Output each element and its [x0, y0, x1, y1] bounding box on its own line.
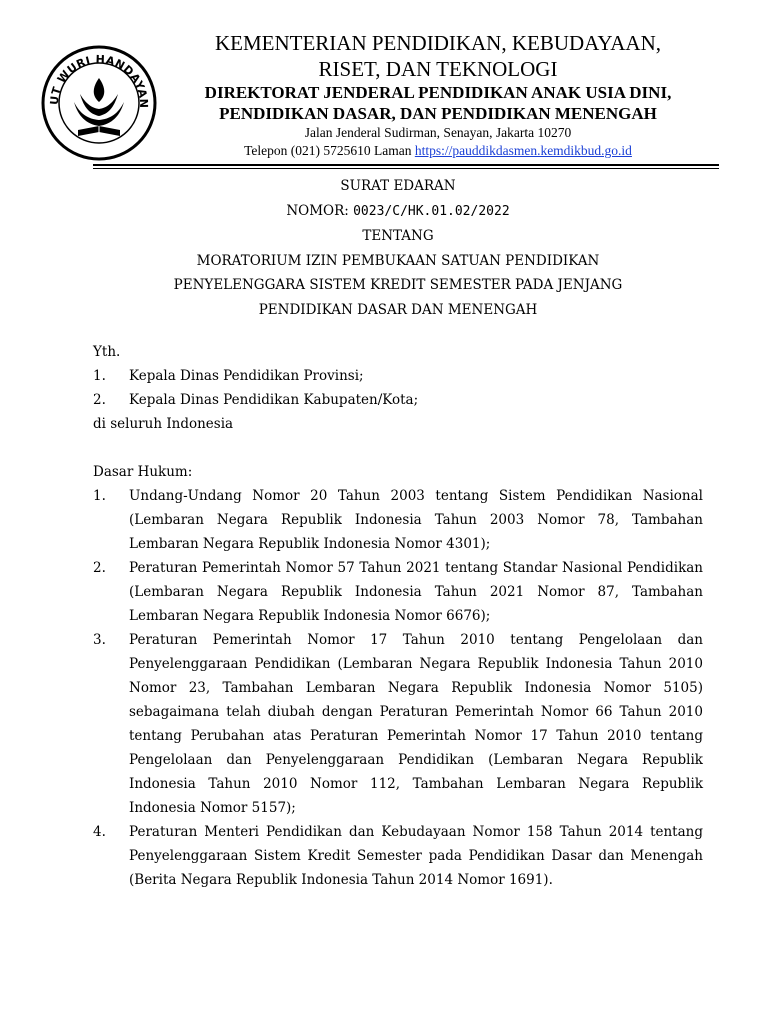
ministry-name-line-1: KEMENTERIAN PENDIDIKAN, KEBUDAYAAN,	[214, 31, 662, 55]
list-number: 2.	[93, 560, 106, 576]
ministry-name-line-2: RISET, DAN TEKNOLOGI	[318, 57, 558, 81]
contact-line	[168, 142, 708, 160]
addressee-closing: di seluruh Indonesia	[93, 416, 234, 432]
document-title-block	[93, 174, 703, 322]
document-about: TENTANG	[362, 228, 434, 244]
letterhead-divider-thick	[93, 164, 719, 166]
legal-basis-item	[93, 628, 703, 820]
salutation: Yth.	[93, 344, 121, 360]
document-body	[93, 340, 703, 892]
list-number: 1.	[93, 488, 106, 504]
document-type: SURAT EDARAN	[340, 178, 456, 194]
document-number-value: 0023/C/HK.01.02/2022	[353, 203, 510, 219]
document-subject-line-3: PENDIDIKAN DASAR DAN MENENGAH	[258, 301, 538, 318]
legal-basis-item	[93, 556, 703, 628]
tut-wuri-handayani-emblem-icon	[40, 44, 158, 162]
letterhead-divider-thin	[93, 168, 719, 169]
list-text: Kepala Dinas Pendidikan Provinsi;	[129, 368, 364, 384]
logo-motto: UT WURI HANDAYAN	[47, 52, 151, 109]
list-number: 2.	[93, 392, 106, 408]
legal-basis-item	[93, 484, 703, 556]
list-number: 4.	[93, 824, 106, 840]
directorate-name-line-1: DIREKTORAT JENDERAL PENDIDIKAN ANAK USIA DINI,	[204, 83, 672, 102]
document-subject-line-2: PENYELENGGARA SISTEM KREDIT SEMESTER PADA JENJANG	[173, 277, 623, 293]
letterhead	[168, 30, 708, 160]
document-number	[93, 199, 703, 225]
list-text: Peraturan Pemerintah Nomor 57 Tahun 2021 tentang Standar Nasional Pendidikan (Lembaran Negara Republik Indonesia Tahun 2021 Nomor 87, Tambahan Lembaran Negara Republik Indonesia Nomor 6676);	[129, 560, 703, 624]
list-text: Peraturan Menteri Pendidikan dan Kebudayaan Nomor 158 Tahun 2014 tentang Penyelenggaraan Sistem Kredit Semester pada Pendidikan Dasar dan Menengah (Berita Negara Republik Indonesia Tahun 2014 Nomor 1691).	[129, 824, 703, 888]
document-number-label: NOMOR:	[286, 202, 349, 219]
list-text: Undang-Undang Nomor 20 Tahun 2003 tentang Sistem Pendidikan Nasional (Lembaran Negara Republik Indonesia Tahun 2003 Nomor 78, Tambahan Lembaran Negara Republik Indonesia Nomor 4301);	[129, 488, 703, 552]
spacer	[93, 436, 703, 460]
list-text: Kepala Dinas Pendidikan Kabupaten/Kota;	[129, 392, 419, 408]
document-subject-line-1: MORATORIUM IZIN PEMBUKAAN SATUAN PENDIDIKAN	[196, 252, 600, 269]
legal-basis-item	[93, 820, 703, 892]
addressee-item	[93, 388, 703, 412]
phone-text: Telepon (021) 5725610 Laman	[244, 143, 412, 158]
list-text: Peraturan Pemerintah Nomor 17 Tahun 2010 tentang Pengelolaan dan Penyelenggaraan Pendidikan (Lembaran Negara Republik Indonesia Tahun 2010 Nomor 23, Tambahan Lembaran Negara Republik Indonesia Nomor 5105) sebagaimana telah diubah dengan Peraturan Pemerintah Nomor 66 Tahun 2010 tentang Perubahan atas Peraturan Pemerintah Nomor 17 Tahun 2010 tentang Pengelolaan dan Penyelenggaraan Pendidikan (Lembaran Negara Republik Indonesia Tahun 2010 Nomor 112, Tambahan Lembaran Negara Republik Indonesia Nomor 5157);	[129, 632, 703, 816]
address: Jalan Jenderal Sudirman, Senayan, Jakarta 10270	[304, 125, 572, 140]
addressee-item	[93, 364, 703, 388]
list-number: 1.	[93, 368, 106, 384]
legal-basis-heading: Dasar Hukum:	[93, 464, 193, 480]
list-number: 3.	[93, 632, 106, 648]
directorate-name-line-2: PENDIDIKAN DASAR, DAN PENDIDIKAN MENENGAH	[219, 104, 657, 123]
website-link[interactable]: https://pauddikdasmen.kemdikbud.go.id	[414, 143, 632, 158]
